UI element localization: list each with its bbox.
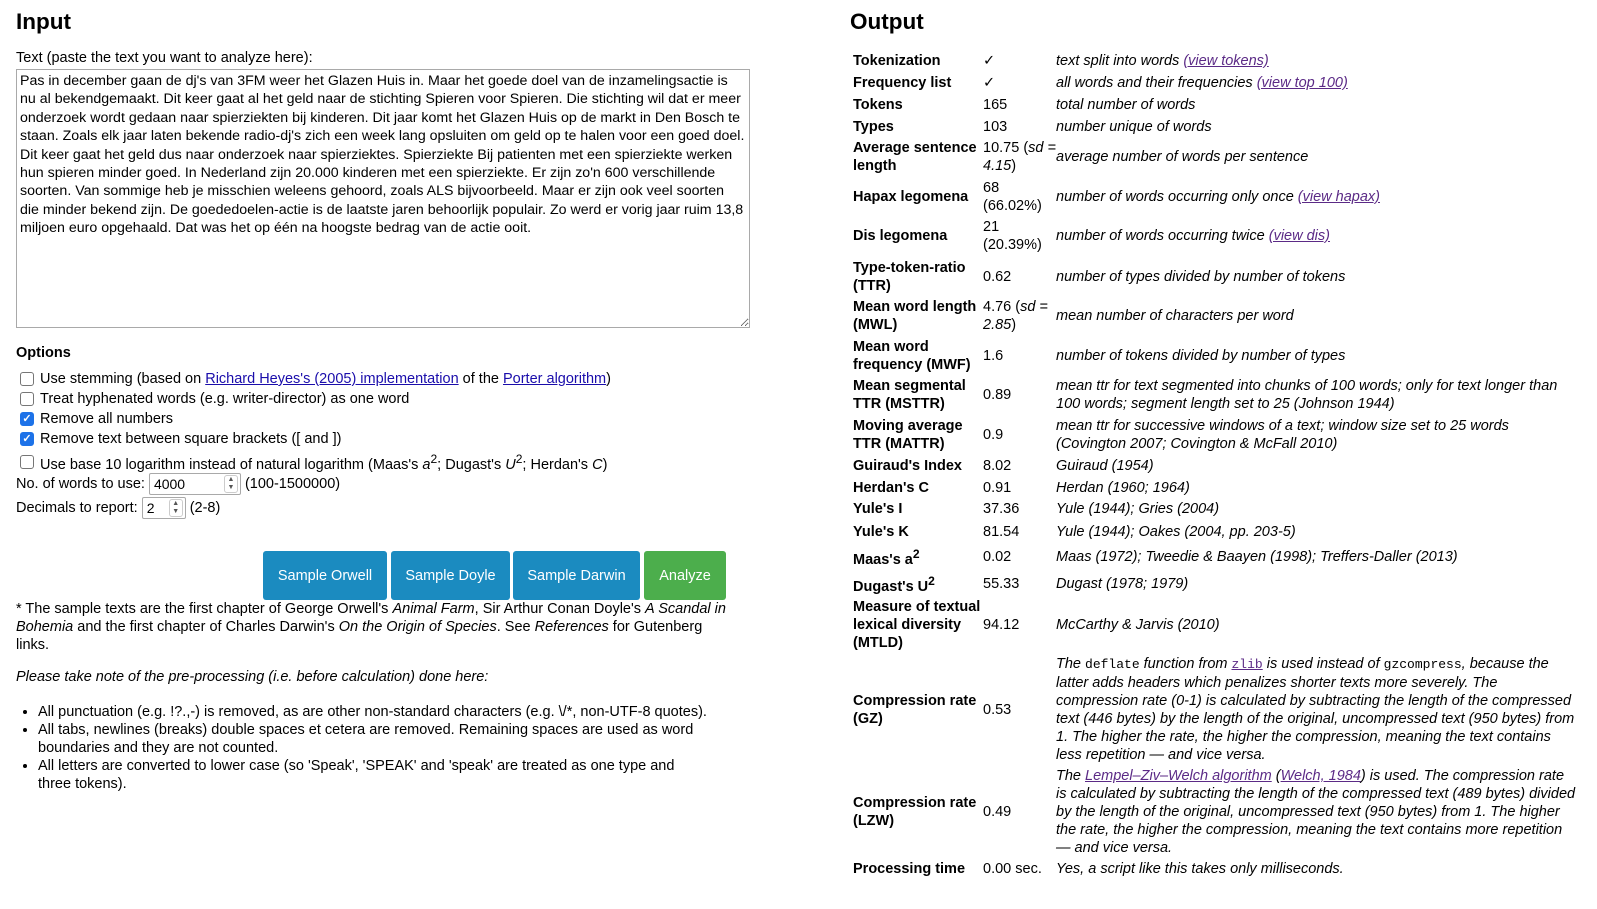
zlib-link[interactable]: zlib	[1231, 657, 1263, 672]
brackets-checkbox[interactable]: ✓	[20, 432, 34, 446]
row-types: Types 103 number unique of words	[853, 119, 1212, 135]
decimals-range: (2-8)	[189, 500, 221, 516]
heyes-link[interactable]: Richard Heyes's (2005) implementation	[205, 371, 459, 387]
row-yule-i: Yule's I 37.36 Yule (1944); Gries (2004)	[853, 501, 1220, 517]
decimals-spinner-icon[interactable]: ▲ ▼	[169, 499, 183, 517]
row-mattr: Moving average TTR (MATTR) 0.9 mean ttr for successive windows of a text; window size set to 25 words (Covington 2007; Covington & McFall 2010)	[853, 418, 1509, 452]
list-item: • All punctuation (e.g. !?.,-) is removed, as are other non-standard characters (e.g. \/*, non-UTF-8 quotes).	[38, 703, 708, 721]
analyze-button[interactable]: Analyze	[644, 551, 726, 600]
sample-darwin-button[interactable]: Sample Darwin	[513, 551, 640, 600]
row-mtld: Measure of textual lexical diversity (MTLD) 94.12 McCarthy & Jarvis (2010)	[853, 599, 1220, 651]
row-herdan: Herdan's C 0.91 Herdan (1960; 1964)	[853, 480, 1190, 496]
porter-link[interactable]: Porter algorithm	[502, 371, 607, 387]
options-heading: Options	[16, 345, 71, 361]
row-mwl: Mean word length (MWL) 4.76 (sd = 2.85) mean number of characters per word	[853, 299, 1294, 333]
input-heading: Input	[16, 9, 71, 34]
sample-doyle-button[interactable]: Sample Doyle	[391, 551, 510, 600]
row-yule-k: Yule's K 81.54 Yule (1944); Oakes (2004, pp. 203-5)	[853, 524, 1296, 540]
row-gz: Compression rate (GZ) 0.53 The deflate function from zlib is used instead of gzcompress, because the latter adds headers which penalizes shorter texts more severely. The compression rate (0-1) is calculated by subtracting the length of the compressed text (446 bytes) by the length of the original, uncompressed text (950 bytes) from 1. The higher the rate, the higher the compression, meaning the text contains less repetition — and vice versa.	[853, 656, 1575, 763]
samples-note: * The sample texts are the first chapter of George Orwell's Animal Farm, Sir Arthur Conan Doyle's A Scandal in Bohemia and the first chapter of Charles Darwin's On the Origin of Species. See References for Gutenberg links.	[16, 601, 726, 653]
text-label: Text (paste the text you want to analyze here):	[16, 50, 313, 66]
preprocessing-list	[38, 703, 708, 793]
row-avg-sentence: Average sentence length 10.75 (sd = 4.15) average number of words per sentence	[853, 140, 1309, 174]
decimals-input[interactable]: 2 ▲ ▼	[142, 497, 186, 519]
numbers-label: Remove all numbers	[40, 411, 173, 427]
preprocessing-note: Please take note of the pre-processing (i.e. before calculation) done here:	[16, 669, 489, 685]
stemming-checkbox[interactable]	[20, 372, 34, 386]
option-brackets	[16, 431, 341, 447]
words-label: No. of words to use:	[16, 476, 145, 492]
words-row	[16, 473, 340, 495]
row-tokenization: Tokenization ✓ text split into words (view tokens)	[853, 53, 1269, 69]
row-dis: Dis legomena 21 (20.39%) number of words occurring twice (view dis)	[853, 219, 1330, 253]
row-dugast: Dugast's $U^2$ 55.33 Dugast (1978; 1979)	[853, 574, 1189, 595]
words-input[interactable]: 4000 ▲ ▼	[149, 473, 241, 495]
option-log10	[16, 452, 607, 473]
row-mwf: Mean word frequency (MWF) 1.6 number of tokens divided by number of types	[853, 339, 1346, 373]
lzw-link[interactable]: Lempel–Ziv–Welch algorithm	[1085, 768, 1272, 784]
row-lzw: Compression rate (LZW) 0.49 The Lempel–Ziv–Welch algorithm (Welch, 1984) is used. The compression rate is calculated by subtracting the length of the compressed text (489 bytes) divided by the length of the original, uncompressed text (950 bytes) from 1. The higher the rate, the higher the compression, meaning the text contains more repetition — and vice versa.	[853, 768, 1576, 856]
decimals-label: Decimals to report:	[16, 500, 138, 516]
row-processing-time: Processing time 0.00 sec. Yes, a script like this takes only milliseconds.	[853, 861, 1344, 877]
view-tokens-link[interactable]: (view tokens)	[1183, 53, 1269, 69]
check-icon: ✓	[983, 75, 996, 91]
row-ttr: Type-token-ratio (TTR) 0.62 number of types divided by number of tokens	[853, 260, 1346, 294]
welch-link[interactable]: Welch, 1984	[1280, 768, 1361, 784]
numbers-checkbox[interactable]: ✓	[20, 412, 34, 426]
stemming-label: Use stemming (based on Richard Heyes's (2005) implementation of the Porter algorithm)	[40, 371, 611, 387]
row-tokens: Tokens 165 total number of words	[853, 97, 1196, 113]
output-heading: Output	[850, 9, 924, 34]
row-hapax: Hapax legomena 68 (66.02%) number of words occurring only once (view hapax)	[853, 180, 1380, 214]
log10-checkbox[interactable]	[20, 455, 34, 469]
words-spinner-icon[interactable]: ▲ ▼	[224, 475, 238, 493]
log10-label: Use base 10 logarithm instead of natural logarithm (Maas's $a^2$; Dugast's $U^2$; Herdan's C)	[40, 452, 608, 473]
view-dis-link[interactable]: (view dis)	[1268, 228, 1330, 244]
view-top100-link[interactable]: (view top 100)	[1256, 75, 1348, 91]
row-maas: Maas's $a^2$ 0.02 Maas (1972); Tweedie & Baayen (1998); Treffers-Daller (2013)	[853, 547, 1458, 568]
decimals-row	[16, 497, 220, 519]
sample-orwell-button[interactable]: Sample Orwell	[263, 551, 387, 600]
words-range: (100-1500000)	[244, 476, 341, 492]
row-guiraud: Guiraud's Index 8.02 Guiraud (1954)	[853, 458, 1154, 474]
option-hyphen	[16, 391, 409, 407]
view-hapax-link[interactable]: (view hapax)	[1297, 189, 1380, 205]
brackets-label: Remove text between square brackets ([ and ])	[40, 431, 342, 447]
text-input[interactable]	[16, 69, 750, 328]
option-stemming	[16, 371, 611, 387]
hyphen-checkbox[interactable]	[20, 392, 34, 406]
check-icon: ✓	[983, 53, 996, 69]
option-numbers	[16, 411, 173, 427]
list-item: • All tabs, newlines (breaks) double spaces et cetera are removed. Remaining spaces are used as word boundaries and they are not counted.	[38, 721, 708, 757]
row-frequency: Frequency list ✓ all words and their frequencies (view top 100)	[853, 75, 1348, 91]
hyphen-label: Treat hyphenated words (e.g. writer-director) as one word	[40, 391, 410, 407]
list-item: • All letters are converted to lower case (so 'Speak', 'SPEAK' and 'speak' are treated as one type and three tokens).	[38, 757, 708, 793]
row-msttr: Mean segmental TTR (MSTTR) 0.89 mean ttr for text segmented into chunks of 100 words; only for text longer than 100 words; segment length set to 25 (Johnson 1944)	[853, 378, 1558, 412]
